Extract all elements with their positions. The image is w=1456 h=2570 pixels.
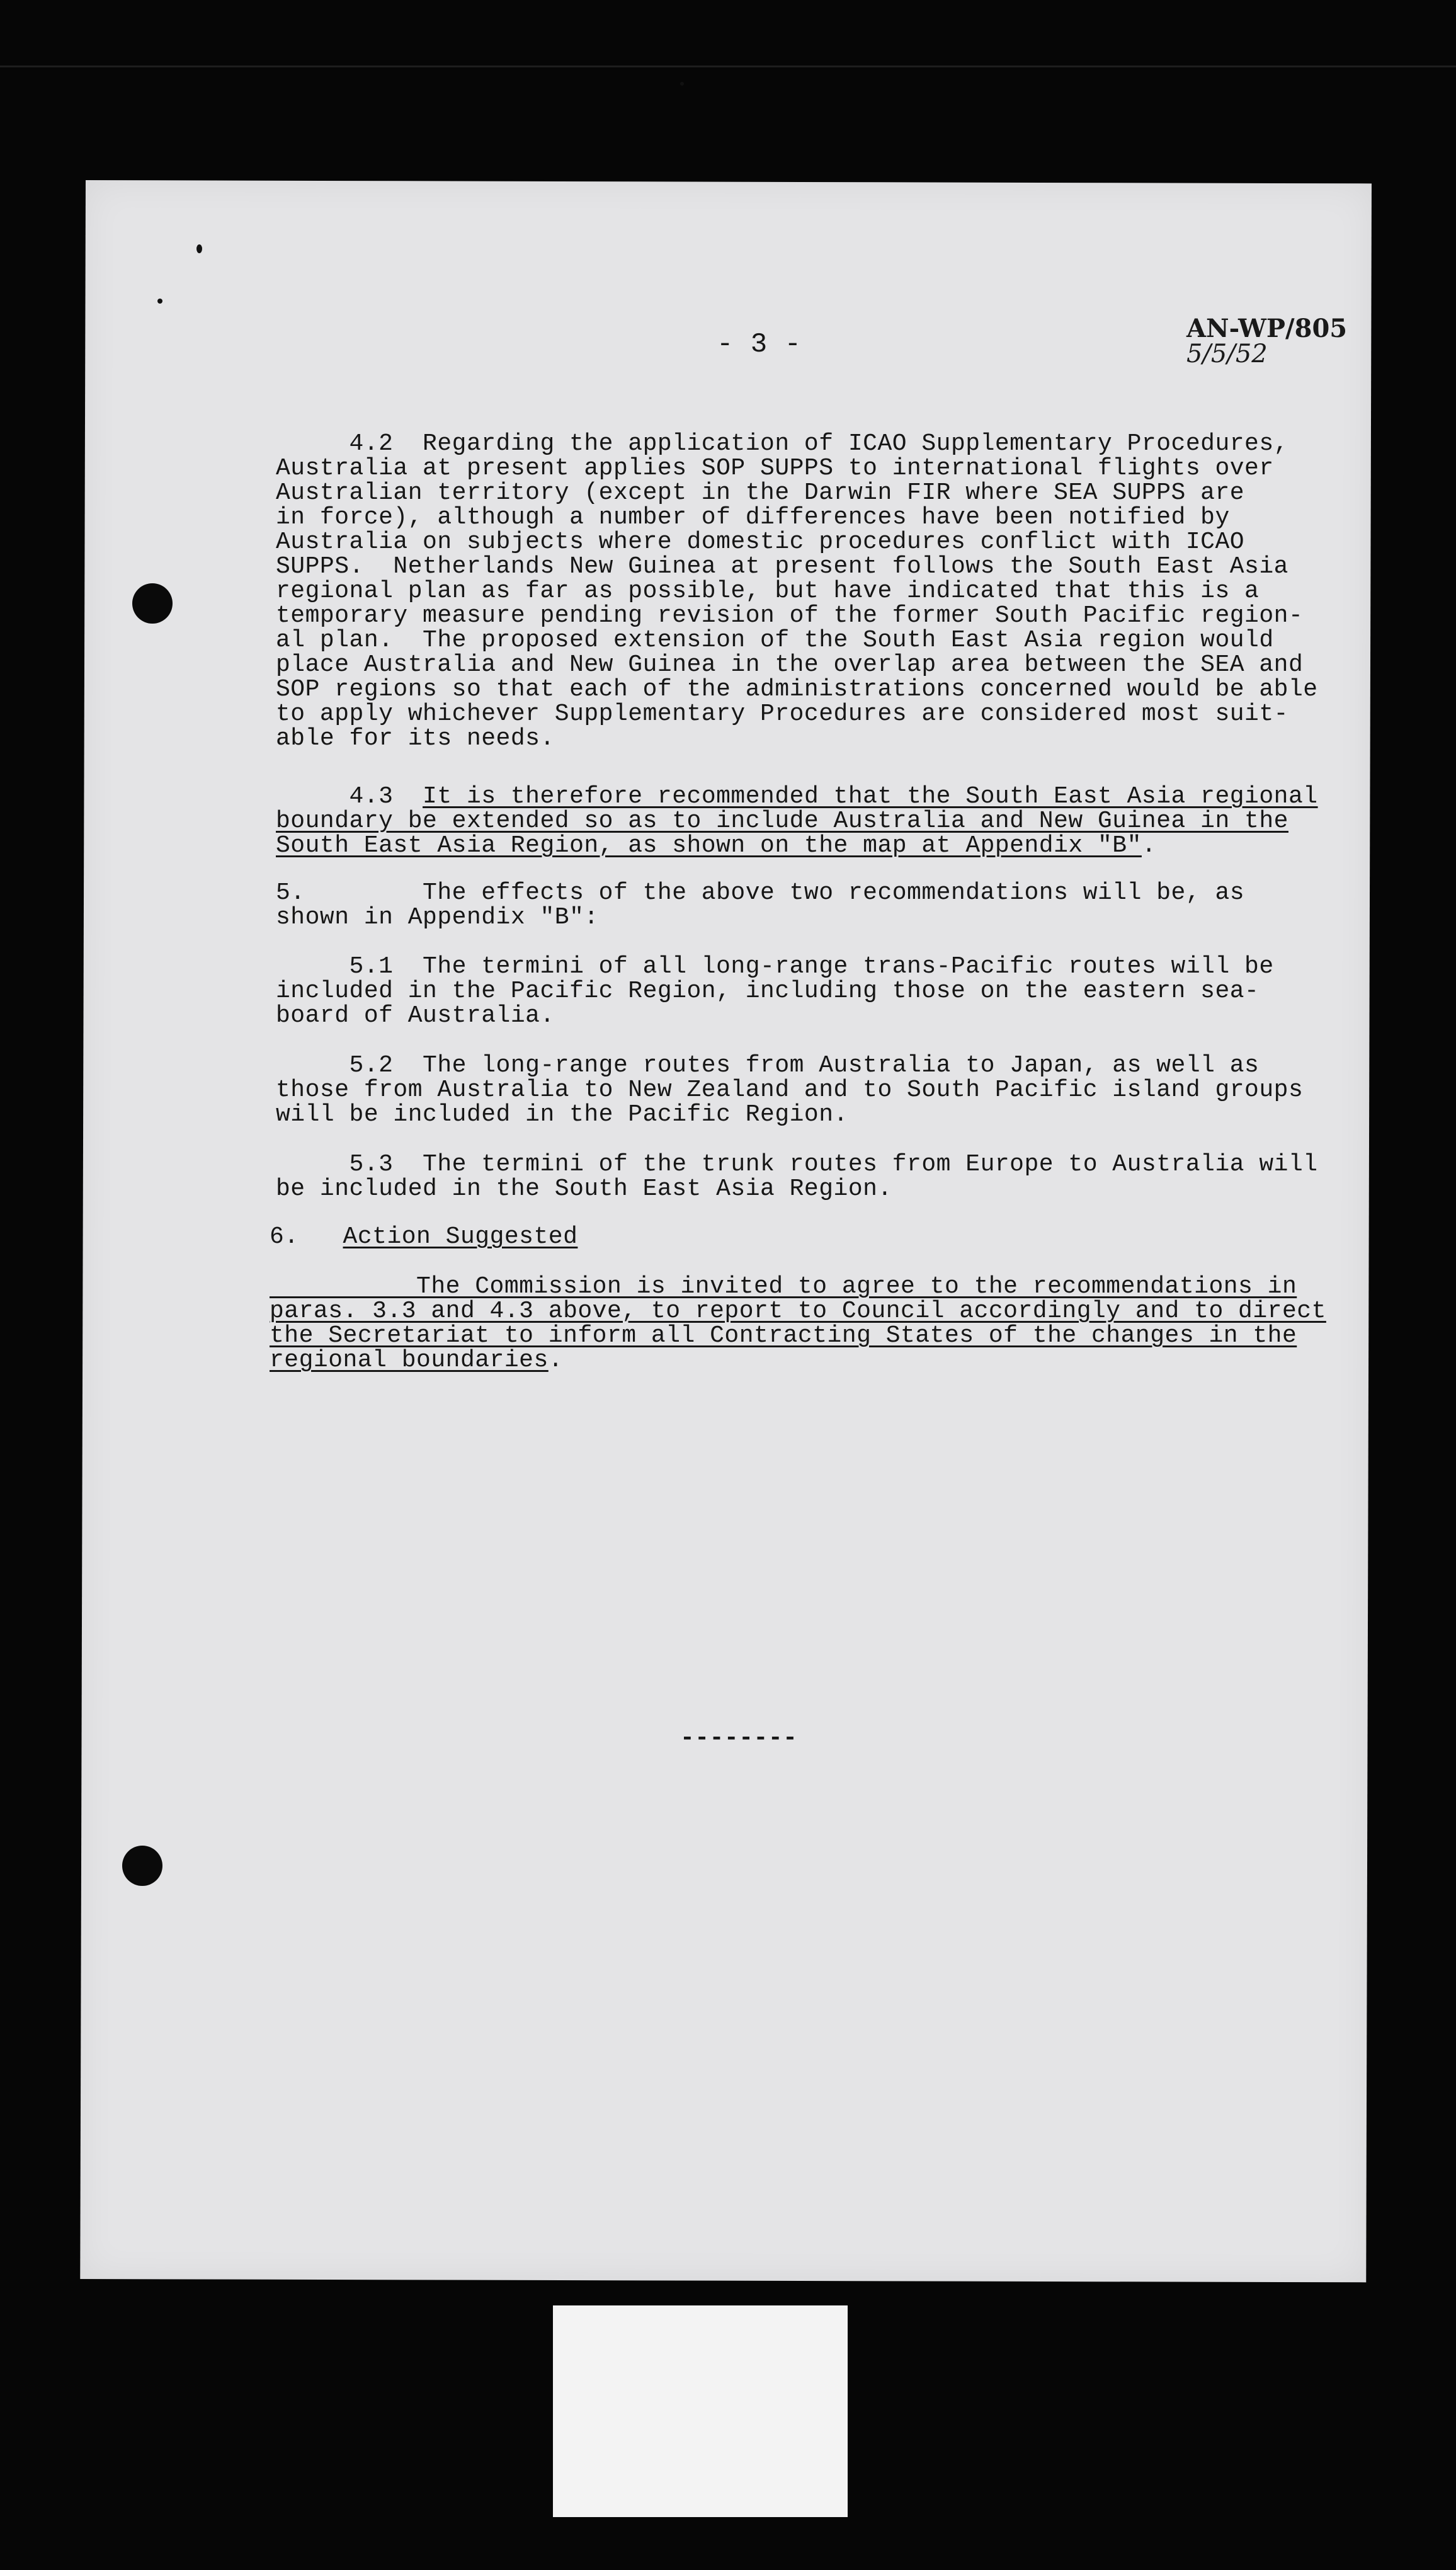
end-rule: -------- (680, 1725, 798, 1752)
page-number: - 3 - (717, 329, 802, 360)
section-6-body-end: . (548, 1347, 564, 1374)
document-date: 5/5/52 (1186, 340, 1268, 368)
section-6-body-text: The Commission is invited to agree to the recommendations in paras. 3.3 and 4.3 above, to report to Council accordingly and to direct the Secretariat to inform all Contracting States of the changes in the regional boundaries (270, 1273, 1326, 1374)
punch-hole-bottom (122, 1846, 162, 1886)
document-code: AN-WP/805 (1186, 314, 1348, 343)
section-6-number: 6. (270, 1223, 343, 1250)
section-6-title: Action Suggested (343, 1223, 578, 1250)
paragraph-4-2: 4.2 Regarding the application of ICAO Supplementary Procedures, Australia at present applies SOP SUPPS to international flights over Australian territory (except in the Darwin FIR where SEA SUPPS are in force), although a number of differences have been notified by Australia on subjects where domestic procedures conflict with ICAO SUPPS. Netherlands New Guinea at present follows the South East Asia regional plan as far as possible, but have indicated that this is a temporary measure pending revision of the former South Pacific region- al plan. The proposed extension of the South East Asia region would place Australia and New Guinea in the overlap area between the SEA and SOP regions so that each of the administrations concerned would be able to apply whichever Supplementary Procedures are considered most suit- able for its needs. (276, 430, 1318, 752)
paragraph-5: 5. The effects of the above two recommendations will be, as shown in Appendix "B": (276, 879, 1245, 931)
paragraph-4-3-recommendation: It is therefore recommended that the South East Asia regional boundary be extended so as to include Australia and New Guinea in the South East Asia Region, as shown on the map at Appendix "B" (276, 783, 1318, 859)
section-6-heading (270, 1225, 577, 1249)
paragraph-4-3-end: . (1141, 832, 1157, 859)
speck (157, 299, 162, 304)
paragraph-5-1: 5.1 The termini of all long-range trans-Pacific routes will be included in the Pacific Region, including those on the eastern sea- board of Australia. (276, 953, 1274, 1029)
film-edge-line (0, 66, 1456, 67)
paragraph-4-3-number: 4.3 (276, 783, 423, 810)
paragraph-4-3 (276, 784, 1318, 858)
paragraph-5-2: 5.2 The long-range routes from Australia to Japan, as well as those from Australia to New Zealand and to South Pacific island groups will be included in the Pacific Region. (276, 1052, 1304, 1128)
section-6-body (270, 1274, 1326, 1373)
speck (680, 82, 684, 86)
punch-hole-top (132, 583, 173, 624)
paragraph-5-3: 5.3 The termini of the trunk routes from Europe to Australia will be included in the South East Asia Region. (276, 1151, 1318, 1202)
scan-target-card (553, 2305, 848, 2517)
speck (196, 244, 202, 253)
